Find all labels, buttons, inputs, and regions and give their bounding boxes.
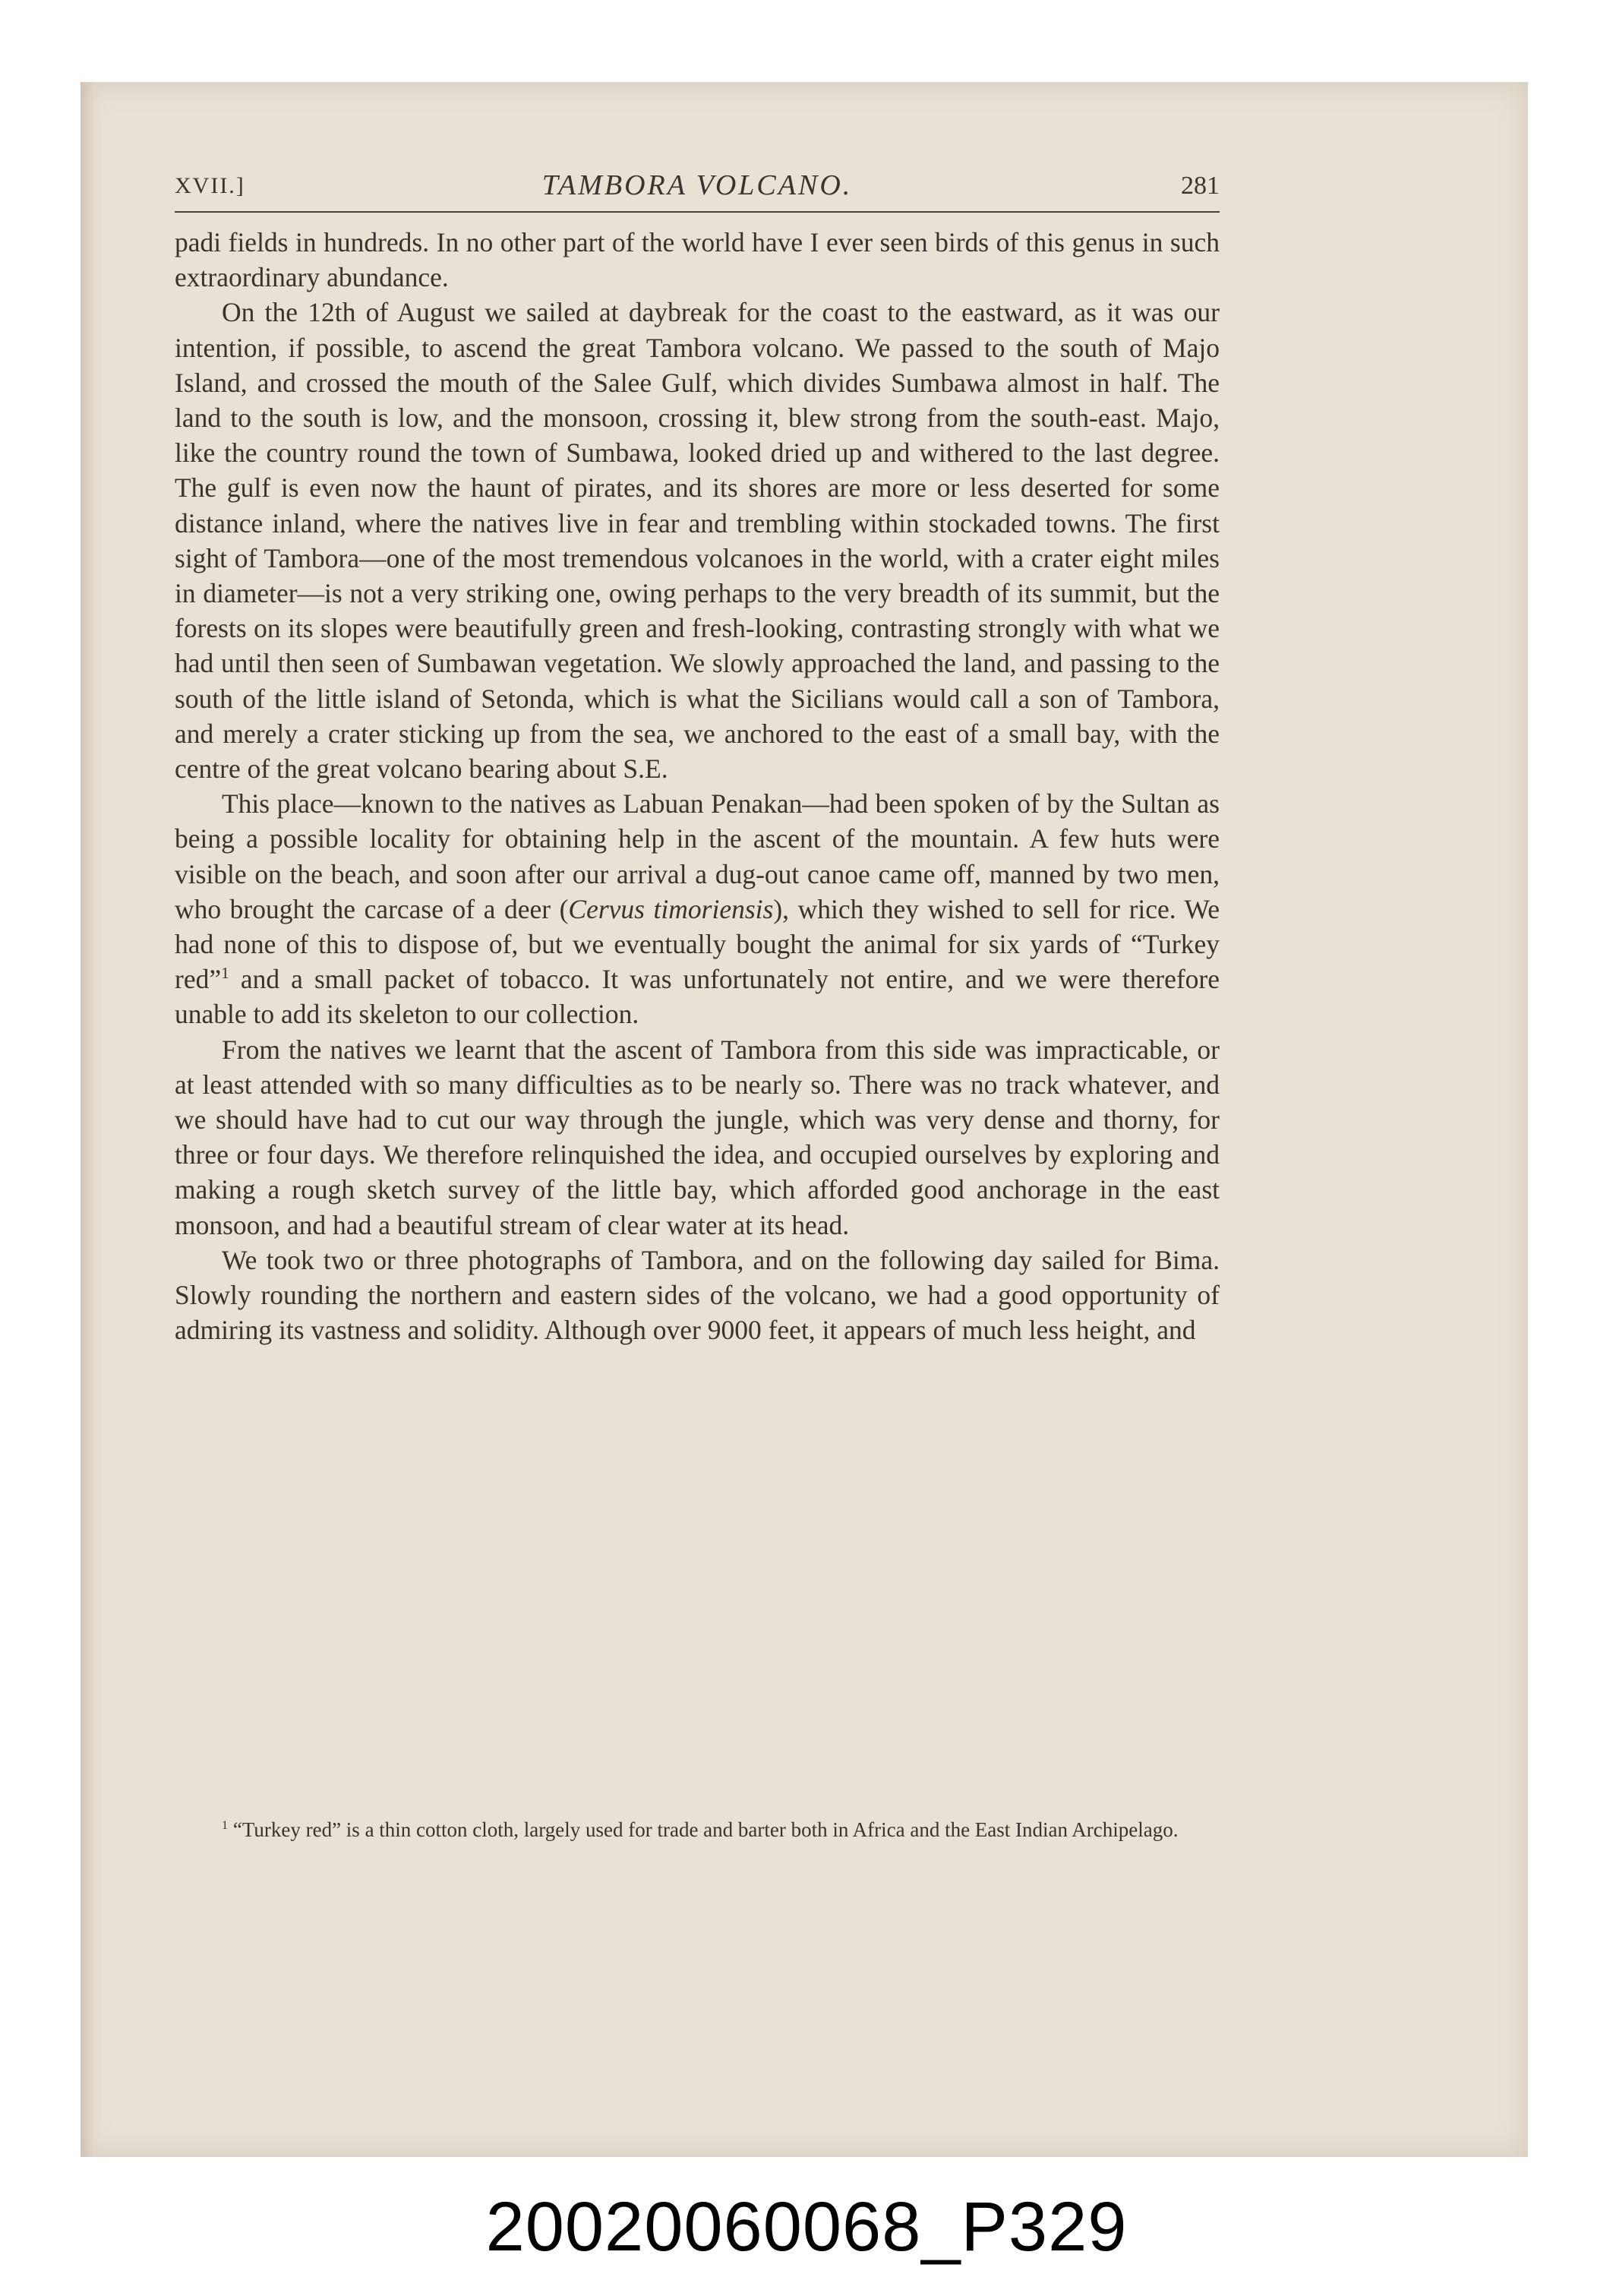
paragraph-3 — [175, 786, 1220, 1031]
paragraph-4: From the natives we learnt that the ascent of Tambora from this side was impracticable, or at least attended with so many difficulties as to be nearly so. There was no track whatever, and we should have had to cut our way through the jungle, which was very dense and thorny, for three or four days. We therefore relinquished the idea, and occupied ourselves by exploring and making a rough sketch survey of the little bay, which afforded good anchorage in the east monsoon, and had a beautiful stream of clear water at its head. — [175, 1034, 1220, 1240]
footnote-text: “Turkey red” is a thin cotton cloth, largely used for trade and barter both in Africa and the East Indian Archipelago. — [228, 1818, 1179, 1841]
footnote-reference: 1 — [221, 964, 229, 983]
species-name: Cervus timoriensis — [568, 893, 774, 924]
paragraph-3-text-c: and a small packet of tobacco. It was unfortunately not entire, and we were therefore unable to add its skeleton to our collection. — [175, 964, 1220, 1030]
paragraph-3-text-b: ), which they wished to sell for rice. We had none of this to dispose of, but we eventually bought the animal for six yards of “Turkey red” — [175, 893, 1220, 995]
running-header — [175, 169, 1220, 213]
footnote-mark: 1 — [222, 1818, 229, 1832]
footnote — [175, 1817, 1220, 1843]
page-number: 281 — [1181, 172, 1220, 200]
paragraph-2: On the 12th of August we sailed at daybreak for the coast to the eastward, as it was our intention, if possible, to ascend the great Tambora volcano. We passed to the south of Majo Island, and crossed the mouth of the Salee Gulf, which divides Sumbawa almost in half. The land to the south is low, and the monsoon, crossing it, blew strong from the south-east. Majo, like the country round the town of Sumbawa, looked dried up and withered to the last degree. The gulf is even now the haunt of pirates, and its shores are more or less deserted for some distance inland, where the natives live in fear and trembling within stockaded towns. The first sight of Tambora—one of the most tremendous volcanoes in the world, with a crater eight miles in diameter—is not a very striking one, owing perhaps to the very breadth of its summit, but the forests on its slopes were beautifully green and fresh-looking, contrasting strongly with what we had until then seen of Sumbawan vegetation. We slowly approached the land, and passing to the south of the little island of Setonda, which is what the Sicilians would call a son of Tambora, and merely a crater sticking up from the sea, we anchored to the east of a small bay, with the centre of the great volcano bearing about S.E. — [175, 297, 1220, 785]
paragraph-1: padi fields in hundreds. In no other part of the world have I ever seen birds of this genus in such extraordinary abundance. — [175, 227, 1220, 293]
footnote-entry — [175, 1817, 1220, 1843]
chapter-number: XVII.] — [175, 173, 245, 198]
paragraph-5: We took two or three photographs of Tambora, and on the following day sailed for Bima. Slowly rounding the northern and eastern sides of the volcano, we had a good opportunity of admiring its vastness and solidity. Although over 9000 feet, it appears of much less height, and — [175, 1244, 1220, 1346]
body-text — [175, 225, 1220, 1348]
page-title: TAMBORA VOLCANO. — [541, 169, 853, 201]
paragraph-3-text-a: This place—known to the natives as Labuan Penakan—had been spoken of by the Sultan as being a possible locality for obtaining help in the ascent of the mountain. A few huts were visible on the beach, and soon after our arrival a dug-out canoe came off, manned by two men, who brought the carcase of a deer ( — [175, 788, 1220, 924]
image-id-caption: 20020060068_P329 — [485, 2188, 1128, 2266]
